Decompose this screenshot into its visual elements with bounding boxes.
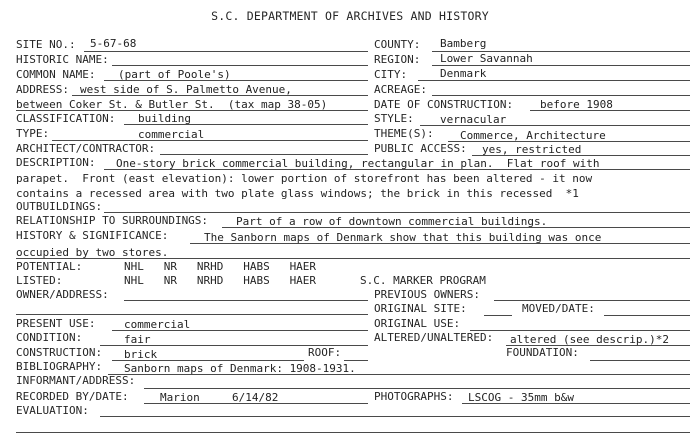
acreage-line — [432, 95, 690, 96]
style-line — [420, 125, 690, 126]
common-name-label: COMMON NAME: — [16, 68, 96, 81]
classification-label: CLASSIFICATION: — [16, 112, 116, 125]
recorded-line — [144, 403, 368, 404]
bibliography-value: Sanborn maps of Denmark: 1908-1931. — [124, 362, 356, 375]
potential-label: POTENTIAL: — [16, 260, 83, 273]
listed-codes: NHL NR NRHD HABS HAER — [124, 274, 317, 287]
potential-codes: NHL NR NRHD HABS HAER — [124, 260, 317, 273]
description-value-2: parapet. Front (east elevation): lower portion of storefront has been altered - it now — [16, 172, 593, 185]
bibliography-label: BIBLIOGRAPHY: — [16, 360, 103, 373]
construction-line — [112, 360, 304, 361]
historic-name-label: HISTORIC NAME: — [16, 53, 109, 66]
region-value: Lower Savannah — [440, 52, 533, 65]
evaluation-label: EVALUATION: — [16, 404, 89, 417]
relationship-line — [222, 227, 690, 228]
history-line-2 — [16, 258, 690, 259]
address-label: ADDRESS: — [16, 83, 69, 96]
history-value-2: occupied by two stores. — [16, 246, 169, 259]
architect-label: ARCHITECT/CONTRACTOR: — [16, 142, 156, 155]
style-label: STYLE: — [374, 112, 414, 125]
address-line-2 — [16, 110, 368, 111]
original-use-label: ORIGINAL USE: — [374, 317, 461, 330]
historic-name-line — [112, 65, 368, 66]
common-name-line — [104, 80, 368, 81]
roof-label: ROOF: — [308, 346, 342, 359]
history-line-1 — [190, 243, 690, 244]
photographs-label: PHOTOGRAPHS: — [374, 390, 454, 403]
present-use-label: PRESENT USE: — [16, 317, 96, 330]
owner-line-2 — [16, 314, 368, 315]
public-access-value: yes, restricted — [482, 143, 582, 156]
altered-value: altered (see descrip.)*2 — [510, 333, 669, 346]
original-use-line — [470, 330, 690, 331]
listed-label: LISTED: — [16, 274, 63, 287]
date-construction-label: DATE OF CONSTRUCTION: — [374, 98, 514, 111]
recorded-label: RECORDED BY/DATE: — [16, 390, 129, 403]
evaluation-line-1 — [100, 416, 690, 417]
classification-line — [124, 124, 368, 125]
site-no-label: SITE NO.: — [16, 38, 76, 51]
themes-line — [448, 141, 690, 142]
original-site-line — [484, 315, 512, 316]
style-value: vernacular — [440, 113, 507, 126]
history-value-1: The Sanborn maps of Denmark show that this building was once — [204, 231, 602, 244]
type-label: TYPE: — [16, 127, 50, 140]
foundation-label: FOUNDATION: — [506, 346, 579, 359]
address-value-1: west side of S. Palmetto Avenue, — [80, 83, 292, 96]
type-value: commercial — [138, 128, 205, 141]
construction-value: brick — [124, 348, 158, 361]
address-line-1 — [72, 95, 368, 96]
site-no-value: 5-67-68 — [90, 37, 137, 50]
history-label: HISTORY & SIGNIFICANCE: — [16, 229, 169, 242]
recorded-by-value: Marion — [160, 391, 200, 404]
outbuildings-line — [104, 212, 690, 213]
informant-line — [144, 388, 690, 389]
foundation-line — [590, 360, 690, 361]
acreage-label: ACREAGE: — [374, 83, 427, 96]
county-value: Bamberg — [440, 37, 487, 50]
date-construction-value: before 1908 — [540, 98, 613, 111]
present-use-line — [112, 330, 368, 331]
owner-label: OWNER/ADDRESS: — [16, 288, 109, 301]
marker-program-label: S.C. MARKER PROGRAM — [360, 274, 486, 287]
city-value: Denmark — [440, 67, 487, 80]
present-use-value: commercial — [124, 318, 191, 331]
moved-date-label: MOVED/DATE: — [522, 302, 595, 315]
altered-label: ALTERED/UNALTERED: — [374, 331, 494, 344]
previous-owners-line — [494, 300, 690, 301]
recorded-date-value: 6/14/82 — [232, 391, 279, 404]
description-value-1: One-story brick commercial building, rectangular in plan. Flat roof with — [116, 157, 600, 170]
condition-value: fair — [124, 333, 151, 346]
date-construction-line — [530, 110, 690, 111]
moved-date-line — [604, 315, 690, 316]
city-label: CITY: — [374, 68, 408, 81]
public-access-label: PUBLIC ACCESS: — [374, 142, 467, 155]
form-title: S.C. DEPARTMENT OF ARCHIVES AND HISTORY — [211, 9, 489, 23]
themes-value: Commerce, Architecture — [460, 129, 606, 142]
county-label: COUNTY: — [374, 38, 421, 51]
photographs-value: LSCOG - 35mm b&w — [468, 391, 574, 404]
previous-owners-label: PREVIOUS OWNERS: — [374, 288, 480, 301]
classification-value: building — [138, 112, 191, 125]
condition-label: CONDITION: — [16, 331, 83, 344]
description-value-3: contains a recessed area with two plate glass windows; the brick in this recessed *1 — [16, 187, 579, 200]
owner-line-1 — [124, 300, 368, 301]
architect-line — [160, 154, 368, 155]
photographs-line — [462, 403, 690, 404]
address-value-2: between Coker St. & Butler St. (tax map 38-05) — [16, 98, 328, 111]
region-label: REGION: — [374, 53, 421, 66]
region-line — [432, 65, 690, 66]
description-line-1 — [104, 169, 690, 170]
relationship-value: Part of a row of downtown commercial buildings. — [236, 215, 548, 228]
informant-label: INFORMANT/ADDRESS: — [16, 374, 136, 387]
description-label: DESCRIPTION: — [16, 156, 96, 169]
themes-label: THEME(S): — [374, 127, 434, 140]
bibliography-line — [108, 374, 690, 375]
public-access-line — [472, 155, 690, 156]
outbuildings-label: OUTBUILDINGS: — [16, 200, 103, 213]
evaluation-line-2 — [16, 432, 690, 433]
common-name-value: (part of Poole's) — [118, 68, 231, 81]
roof-line — [344, 360, 368, 361]
relationship-label: RELATIONSHIP TO SURROUNDINGS: — [16, 214, 209, 227]
construction-label: CONSTRUCTION: — [16, 346, 103, 359]
site-no-line — [84, 51, 368, 52]
city-line — [418, 80, 690, 81]
original-site-label: ORIGINAL SITE: — [374, 302, 467, 315]
type-line — [52, 140, 368, 141]
